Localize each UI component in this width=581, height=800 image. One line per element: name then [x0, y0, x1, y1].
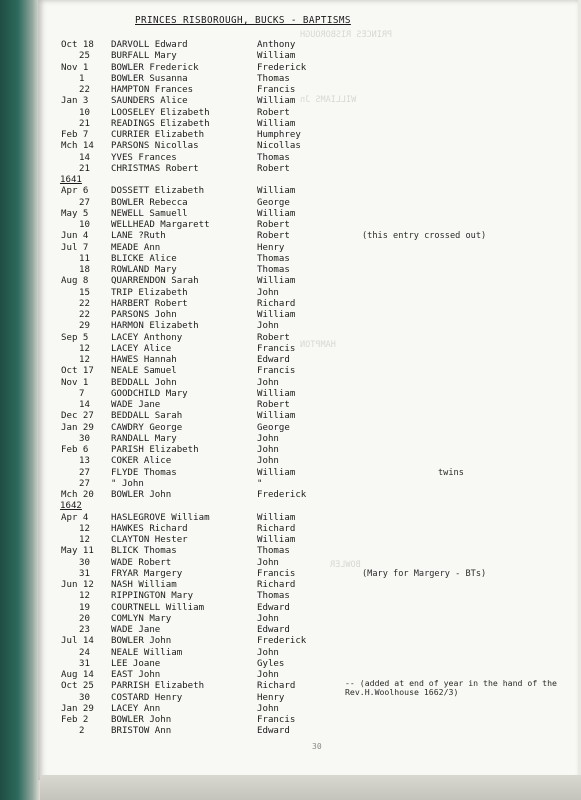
baptism-date: Oct 17 [61, 366, 94, 377]
father-name: John [257, 287, 279, 298]
child-name: BOWLER John [111, 490, 172, 500]
child-name: LANE ?Ruth [111, 231, 166, 242]
child-name: WELLHEAD Margarett [111, 220, 210, 230]
year-heading: 1642 [60, 501, 82, 512]
child-name: NEALE William [111, 647, 183, 658]
baptism-date: Dec 27 [61, 411, 94, 422]
baptism-date: 20 [79, 613, 90, 624]
baptism-date: Apr 6 [61, 186, 89, 197]
baptism-date: 23 [79, 625, 90, 635]
child-name: COKER Alice [111, 456, 172, 467]
father-name: George [257, 422, 290, 433]
baptism-date: Oct 25 [61, 681, 94, 692]
baptism-date: 25 [79, 51, 90, 62]
father-name: Edward [257, 726, 290, 737]
child-name: DARVOLL Edward [111, 40, 188, 50]
baptism-date: 12 [79, 355, 90, 365]
baptism-date: 31 [79, 658, 90, 669]
father-name: Anthony [257, 40, 296, 50]
baptism-date: 31 [79, 568, 90, 579]
child-name: LACEY Anthony [111, 332, 183, 343]
baptism-date: 21 [79, 163, 90, 174]
baptism-date: 13 [79, 456, 90, 467]
child-name: NEALE Samuel [111, 366, 177, 377]
child-name: BURFALL Mary [111, 51, 177, 62]
father-name: William [257, 310, 296, 320]
father-name: William [257, 535, 296, 545]
baptism-date: 14 [79, 400, 90, 410]
father-name: Francis [257, 568, 296, 579]
baptism-date: Feb 7 [61, 130, 89, 140]
child-name: YVES Frances [111, 152, 177, 163]
father-name: Henry [257, 692, 285, 703]
child-name: PARRISH Elizabeth [111, 681, 205, 692]
child-name: LACEY Ann [111, 703, 161, 714]
child-name: CHRISTMAS Robert [111, 163, 199, 174]
father-name: Nicollas [257, 141, 301, 152]
baptism-date: Jun 4 [61, 231, 89, 242]
baptism-date: 12 [79, 523, 90, 534]
father-name: George [257, 197, 290, 208]
baptism-date: 12 [79, 535, 90, 545]
child-name: WADE Jane [111, 400, 161, 410]
father-name: Richard [257, 298, 296, 309]
father-name: William [257, 208, 296, 219]
baptism-date: Jan 29 [61, 703, 94, 714]
father-name: William [257, 118, 296, 129]
child-name: READINGS Elizabeth [111, 118, 210, 129]
baptism-date: 2 [79, 726, 85, 737]
page-bottom-shadow [40, 775, 581, 800]
father-name: William [257, 96, 296, 107]
child-name: FRYAR Margery [111, 568, 183, 579]
baptism-date: 30 [79, 557, 90, 568]
child-name: BOWLER Frederick [111, 62, 199, 73]
father-name: Frederick [257, 490, 307, 500]
father-name: Richard [257, 580, 296, 590]
baptism-date: 21 [79, 118, 90, 129]
father-name: William [257, 51, 296, 62]
baptism-date: 1 [79, 73, 85, 84]
father-name: John [257, 433, 279, 444]
child-name: COMLYN Mary [111, 613, 172, 624]
child-name: SAUNDERS Alice [111, 96, 188, 107]
child-name: FLYDE Thomas [111, 467, 177, 478]
child-name: BOWLER Susanna [111, 73, 188, 84]
child-name: MEADE Ann [111, 242, 161, 253]
baptism-date: 15 [79, 287, 90, 298]
father-name: Henry [257, 242, 285, 253]
child-name: TRIP Elizabeth [111, 287, 188, 298]
footer-mark: 30 [312, 742, 322, 751]
father-name: William [257, 186, 296, 197]
child-name: BOWLER Rebecca [111, 197, 188, 208]
father-name: John [257, 703, 279, 714]
child-name: HAWKES Richard [111, 523, 188, 534]
baptism-date: 22 [79, 310, 90, 320]
father-name: John [257, 670, 279, 680]
baptism-date: 22 [79, 85, 90, 95]
baptism-date: 18 [79, 265, 90, 275]
baptism-date: Jul 14 [61, 636, 94, 647]
baptism-date: 29 [79, 321, 90, 332]
father-name: Gyles [257, 658, 285, 669]
father-name: Thomas [257, 253, 290, 264]
father-name: Richard [257, 523, 296, 534]
baptism-date: 22 [79, 298, 90, 309]
child-name: BOWLER John [111, 715, 172, 725]
baptism-date: Jan 29 [61, 422, 94, 433]
child-name: QUARRENDON Sarah [111, 276, 199, 287]
baptism-date: Mch 20 [61, 490, 94, 500]
child-name: BLICKE Alice [111, 253, 177, 264]
entry-note: (this entry crossed out) [362, 231, 487, 242]
baptism-date: Apr 4 [61, 512, 89, 523]
father-name: Francis [257, 343, 296, 354]
child-name: BEDDALL John [111, 377, 177, 388]
father-name: " [257, 478, 263, 489]
baptism-date: Sep 5 [61, 332, 89, 343]
baptism-date: Jul 7 [61, 242, 89, 253]
baptism-date: Jun 12 [61, 580, 94, 590]
father-name: Frederick [257, 636, 307, 647]
father-name: Robert [257, 107, 290, 118]
child-name: CURRIER Elizabeth [111, 130, 205, 140]
year-heading: 1641 [60, 175, 82, 185]
baptism-date: 10 [79, 107, 90, 118]
child-name: " John [111, 478, 144, 489]
child-name: LEE Joane [111, 658, 161, 669]
child-name: HAWES Hannah [111, 355, 177, 365]
baptism-date: Aug 14 [61, 670, 94, 680]
child-name: HARMON Elizabeth [111, 321, 199, 332]
child-name: PARSONS Nicollas [111, 141, 199, 152]
father-name: John [257, 613, 279, 624]
baptism-date: Feb 6 [61, 445, 89, 455]
child-name: NEWELL Samuell [111, 208, 188, 219]
child-name: PARSONS John [111, 310, 177, 320]
father-name: Robert [257, 400, 290, 410]
baptism-date: 27 [79, 478, 90, 489]
child-name: WADE Robert [111, 557, 172, 568]
baptism-date: 10 [79, 220, 90, 230]
child-name: ROWLAND Mary [111, 265, 177, 275]
child-name: HAMPTON Frances [111, 85, 194, 95]
child-name: CLAYTON Hester [111, 535, 188, 545]
baptism-date: Feb 2 [61, 715, 89, 725]
baptism-date: Oct 18 [61, 40, 94, 50]
baptism-date: 24 [79, 647, 90, 658]
entry-note: (Mary for Margery - BTs) [362, 568, 487, 579]
father-name: John [257, 456, 279, 467]
baptism-date: Nov 1 [61, 377, 89, 388]
father-name: John [257, 377, 279, 388]
baptism-date: May 11 [61, 546, 94, 557]
scanner-edge [0, 0, 40, 800]
child-name: PARISH Elizabeth [111, 445, 199, 455]
entry-note: -- (added at end of year in the hand of the Rev.H.Woolhouse 1662/3) [345, 678, 557, 698]
father-name: Thomas [257, 591, 290, 602]
father-name: Richard [257, 681, 296, 692]
father-name: John [257, 445, 279, 455]
father-name: John [257, 647, 279, 658]
father-name: Edward [257, 355, 290, 365]
father-name: Robert [257, 163, 290, 174]
father-name: Thomas [257, 546, 290, 557]
baptism-date: May 5 [61, 208, 89, 219]
child-name: LACEY Alice [111, 343, 172, 354]
child-name: BEDDALL Sarah [111, 411, 183, 422]
father-name: Francis [257, 366, 296, 377]
baptism-date: 19 [79, 602, 90, 613]
father-name: John [257, 557, 279, 568]
baptism-date: Mch 14 [61, 141, 94, 152]
baptism-date: Jan 3 [61, 96, 89, 107]
child-name: DOSSETT Elizabeth [111, 186, 205, 197]
child-name: BOWLER John [111, 636, 172, 647]
father-name: Robert [257, 231, 290, 242]
child-name: EAST John [111, 670, 161, 680]
baptism-date: 27 [79, 467, 90, 478]
baptism-date: 12 [79, 591, 90, 602]
baptism-date: 27 [79, 197, 90, 208]
baptism-date: 12 [79, 343, 90, 354]
child-name: CAWDRY George [111, 422, 183, 433]
father-name: Humphrey [257, 130, 301, 140]
baptism-date: 30 [79, 433, 90, 444]
child-name: HARBERT Robert [111, 298, 188, 309]
father-name: Francis [257, 715, 296, 725]
father-name: Francis [257, 85, 296, 95]
father-name: William [257, 411, 296, 422]
entry-note: twins [438, 467, 464, 478]
father-name: William [257, 388, 296, 399]
father-name: Thomas [257, 265, 290, 275]
child-name: GOODCHILD Mary [111, 388, 188, 399]
father-name: Thomas [257, 73, 290, 84]
baptism-date: Nov 1 [61, 62, 89, 73]
father-name: Edward [257, 625, 290, 635]
child-name: RANDALL Mary [111, 433, 177, 444]
baptism-date: 30 [79, 692, 90, 703]
child-name: BRISTOW Ann [111, 726, 172, 737]
father-name: Edward [257, 602, 290, 613]
father-name: Robert [257, 220, 290, 230]
child-name: BLICK Thomas [111, 546, 177, 557]
baptism-date: 11 [79, 253, 90, 264]
child-name: RIPPINGTON Mary [111, 591, 194, 602]
baptism-date: Aug 8 [61, 276, 89, 287]
child-name: COSTARD Henry [111, 692, 183, 703]
child-name: NASH William [111, 580, 177, 590]
father-name: John [257, 321, 279, 332]
baptism-date: 14 [79, 152, 90, 163]
father-name: Frederick [257, 62, 307, 73]
child-name: LOOSELEY Elizabeth [111, 107, 210, 118]
father-name: Robert [257, 332, 290, 343]
father-name: William [257, 467, 296, 478]
page-title: PRINCES RISBOROUGH, BUCKS - BAPTISMS [135, 15, 351, 26]
father-name: William [257, 276, 296, 287]
father-name: Thomas [257, 152, 290, 163]
child-name: HASLEGROVE William [111, 512, 210, 523]
child-name: WADE Jane [111, 625, 161, 635]
child-name: COURTNELL William [111, 602, 205, 613]
father-name: William [257, 512, 296, 523]
baptism-date: 7 [79, 388, 85, 399]
